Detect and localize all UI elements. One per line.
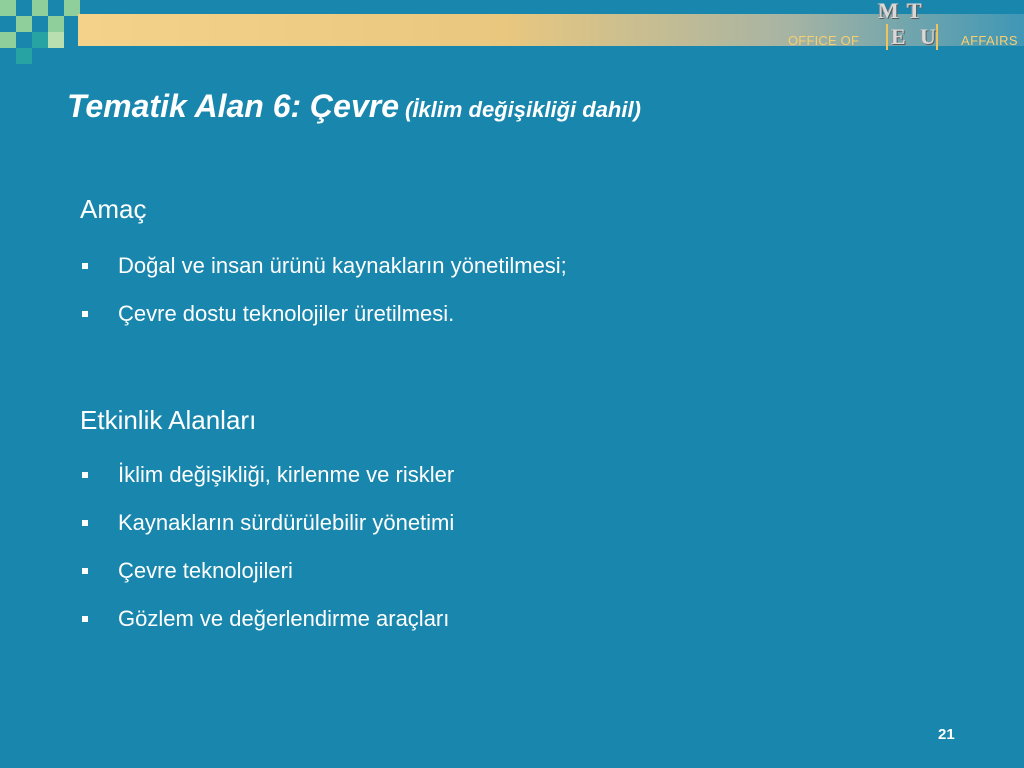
- bullet-text: Gözlem ve değerlendirme araçları: [118, 606, 450, 631]
- section-heading-etkinlik: Etkinlik Alanları: [80, 405, 257, 435]
- bullet-item: [80, 558, 293, 584]
- bullet-item: [80, 462, 454, 488]
- logo-letter-e: E: [891, 24, 906, 49]
- bullet-square-icon: [82, 616, 88, 622]
- logo-letter-u: U: [920, 24, 936, 49]
- bullet-item: [80, 606, 449, 632]
- bullet-square-icon: [82, 568, 88, 574]
- bullet-item: [80, 510, 454, 536]
- slide-title-sub: (İklim değişikliği dahil): [404, 97, 641, 122]
- bullet-text: Doğal ve insan ürünü kaynakların yönetilmesi;: [118, 253, 567, 278]
- logo-left-text: OFFICE OF: [788, 33, 860, 48]
- organization-logo: [788, 0, 1018, 56]
- section-heading-amac: Amaç: [80, 194, 147, 224]
- bullet-square-icon: [82, 520, 88, 526]
- slide-title: [67, 88, 641, 125]
- page-number: 21: [938, 726, 955, 743]
- bullet-text: Çevre teknolojileri: [118, 558, 293, 583]
- bullet-text: Kaynakların sürdürülebilir yönetimi: [118, 510, 455, 535]
- bullet-item: [80, 301, 454, 327]
- bullet-square-icon: [82, 311, 88, 317]
- bullet-text: Çevre dostu teknolojiler üretilmesi.: [118, 301, 455, 326]
- logo-right-text: AFFAIRS: [961, 33, 1018, 48]
- checker-decoration: [0, 0, 80, 64]
- logo-letter-m: M: [878, 0, 899, 23]
- slide-title-main: Tematik Alan 6: Çevre: [67, 88, 399, 124]
- bullet-item: [80, 253, 567, 279]
- bullet-text: İklim değişikliği, kirlenme ve riskler: [118, 462, 455, 487]
- logo-letter-t: T: [907, 0, 922, 23]
- bullet-square-icon: [82, 472, 88, 478]
- bullet-square-icon: [82, 263, 88, 269]
